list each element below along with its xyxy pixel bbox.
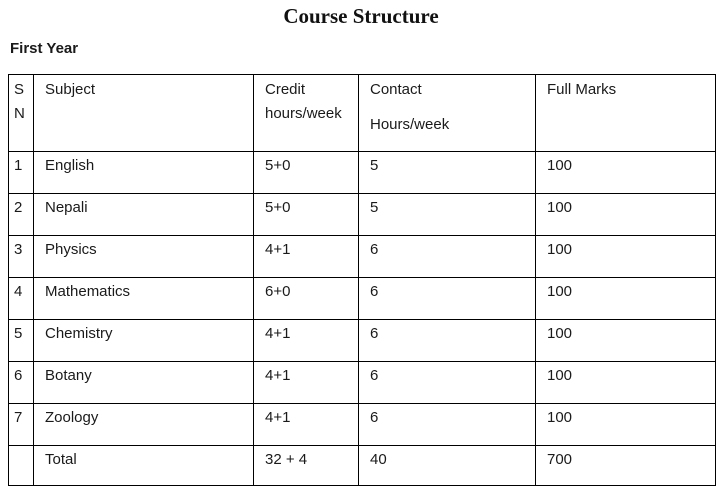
- column-header-sn-line2: N: [14, 105, 25, 122]
- page-title: Course Structure: [283, 4, 439, 28]
- cell-subject: English: [34, 152, 254, 194]
- cell-credit: 5+0: [254, 152, 359, 194]
- table-row: [9, 278, 716, 320]
- cell-credit: 6+0: [254, 278, 359, 320]
- cell-contact: 6: [359, 404, 536, 446]
- table-row: [9, 194, 716, 236]
- cell-subject: Botany: [34, 362, 254, 404]
- cell-full-marks: 100: [536, 152, 716, 194]
- cell-contact: 5: [359, 152, 536, 194]
- column-header-contact-hours: [359, 75, 536, 152]
- cell-total-label: Total: [34, 446, 254, 486]
- column-header-sn-line1: S: [14, 81, 25, 98]
- cell-sn: [9, 446, 34, 486]
- column-header-sn: [9, 75, 34, 152]
- course-table: [8, 74, 716, 486]
- cell-contact: 6: [359, 320, 536, 362]
- cell-credit: 4+1: [254, 404, 359, 446]
- table-header-row: [9, 75, 716, 152]
- cell-full-marks: 100: [536, 194, 716, 236]
- column-header-credit-line1: Credit: [265, 81, 306, 98]
- cell-credit: 5+0: [254, 194, 359, 236]
- section-heading: First Year: [10, 40, 79, 57]
- table-total-row: [9, 446, 716, 486]
- cell-sn: 5: [9, 320, 34, 362]
- cell-contact: 5: [359, 194, 536, 236]
- cell-sn: 6: [9, 362, 34, 404]
- table-row: [9, 320, 716, 362]
- column-header-credit-line2: hours/week: [265, 105, 342, 122]
- cell-subject: Zoology: [34, 404, 254, 446]
- cell-total-contact: 40: [359, 446, 536, 486]
- cell-sn: 7: [9, 404, 34, 446]
- cell-sn: 4: [9, 278, 34, 320]
- cell-credit: 4+1: [254, 320, 359, 362]
- cell-credit: 4+1: [254, 236, 359, 278]
- table-row: [9, 152, 716, 194]
- cell-full-marks: 100: [536, 320, 716, 362]
- cell-contact: 6: [359, 362, 536, 404]
- cell-sn: 2: [9, 194, 34, 236]
- cell-sn: 1: [9, 152, 34, 194]
- cell-subject: Mathematics: [34, 278, 254, 320]
- column-header-contact-line2: Hours/week: [370, 116, 450, 133]
- cell-credit: 4+1: [254, 362, 359, 404]
- cell-contact: 6: [359, 278, 536, 320]
- cell-subject: Physics: [34, 236, 254, 278]
- cell-full-marks: 100: [536, 404, 716, 446]
- column-header-contact-line1: Contact: [370, 81, 422, 98]
- table-row: [9, 404, 716, 446]
- cell-contact: 6: [359, 236, 536, 278]
- table-row: [9, 362, 716, 404]
- cell-subject: Nepali: [34, 194, 254, 236]
- column-header-full-marks: Full Marks: [536, 75, 716, 152]
- cell-total-credit: 32 + 4: [254, 446, 359, 486]
- column-header-credit-hours: [254, 75, 359, 152]
- cell-sn: 3: [9, 236, 34, 278]
- cell-full-marks: 100: [536, 278, 716, 320]
- column-header-subject: Subject: [34, 75, 254, 152]
- cell-full-marks: 100: [536, 236, 716, 278]
- cell-total-full-marks: 700: [536, 446, 716, 486]
- cell-full-marks: 100: [536, 362, 716, 404]
- cell-subject: Chemistry: [34, 320, 254, 362]
- table-row: [9, 236, 716, 278]
